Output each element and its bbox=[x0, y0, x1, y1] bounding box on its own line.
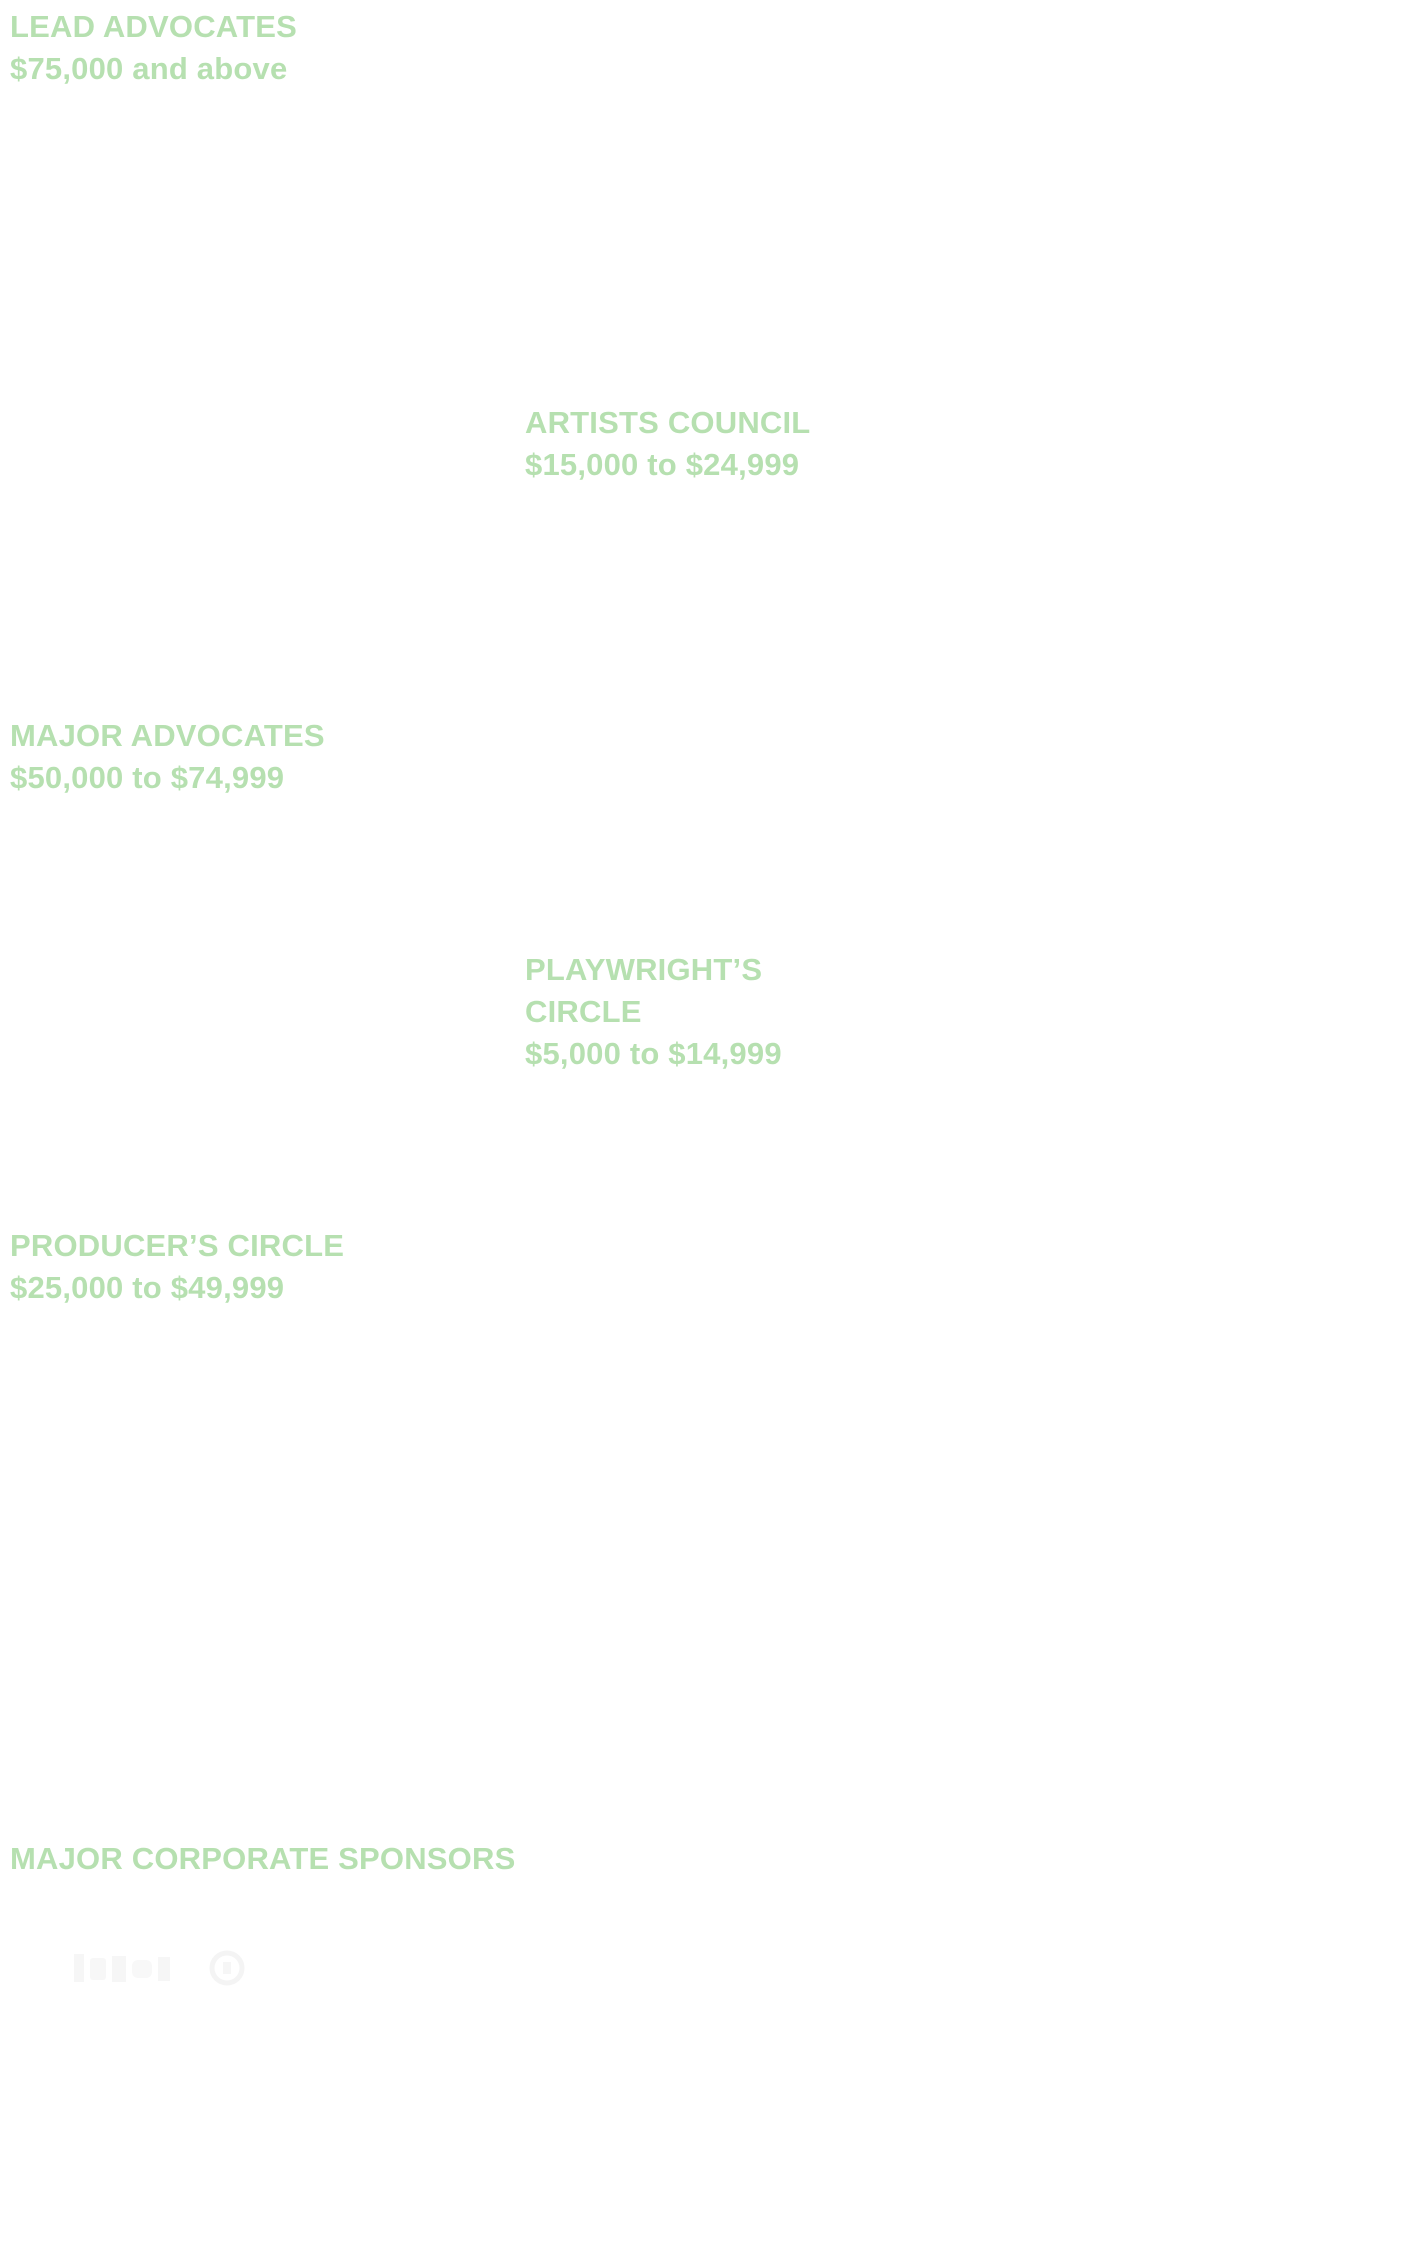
tier-name-line2: CIRCLE bbox=[525, 994, 642, 1029]
tier-major-advocates bbox=[10, 715, 325, 799]
tier-playwrights-circle bbox=[525, 949, 782, 1075]
sponsor-logo-1 bbox=[70, 1945, 180, 1991]
tier-name: LEAD ADVOCATES bbox=[10, 9, 297, 44]
sponsor-logos bbox=[70, 1945, 252, 1991]
tier-range: $50,000 to $74,999 bbox=[10, 760, 285, 795]
tier-range: $75,000 and above bbox=[10, 51, 288, 86]
tier-name: MAJOR ADVOCATES bbox=[10, 718, 325, 753]
tier-range: $5,000 to $14,999 bbox=[525, 1036, 782, 1071]
tier-producers-circle bbox=[10, 1225, 344, 1309]
corporate-sponsors-heading bbox=[10, 1838, 515, 1880]
tier-range: $15,000 to $24,999 bbox=[525, 447, 800, 482]
faint-sponsor-logo bbox=[70, 1948, 180, 1988]
tier-artists-council bbox=[525, 402, 810, 486]
sponsor-logo-2 bbox=[202, 1945, 252, 1991]
tier-range: $25,000 to $49,999 bbox=[10, 1270, 285, 1305]
corporate-heading: MAJOR CORPORATE SPONSORS bbox=[10, 1841, 516, 1876]
faint-sponsor-logo bbox=[205, 1948, 249, 1988]
tier-name: ARTISTS COUNCIL bbox=[525, 405, 811, 440]
tier-lead-advocates bbox=[10, 6, 297, 90]
tier-name-line1: PLAYWRIGHT’S bbox=[525, 952, 763, 987]
tier-name: PRODUCER’S CIRCLE bbox=[10, 1228, 345, 1263]
